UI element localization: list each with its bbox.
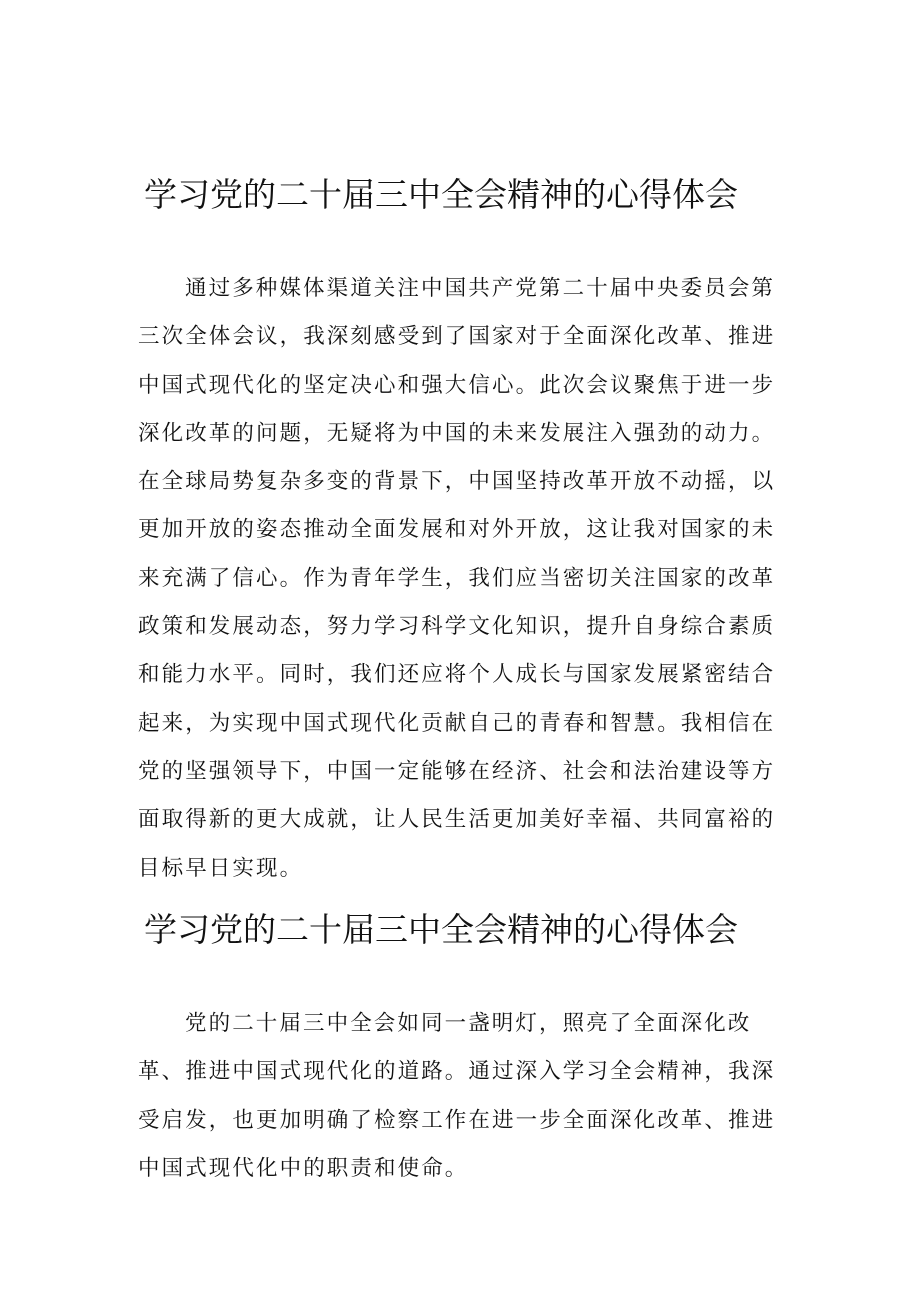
section-1-paragraph: 通过多种媒体渠道关注中国共产党第二十届中央委员会第三次全体会议，我深刻感受到了国家对于全面深化改革、推进中国式现代化的坚定决心和强大信心。此次会议聚焦于进一步深化改革的问题，无疑将为中国的未来发展注入强劲的动力。在全球局势复杂多变的背景下，中国坚持改革开放不动摇，以更加开放的姿态推动全面发展和对外开放，这让我对国家的未来充满了信心。作为青年学生，我们应当密切关注国家的改革政策和发展动态，努力学习科学文化知识，提升自身综合素质和能力水平。同时，我们还应将个人成长与国家发展紧密结合起来，为实现中国式现代化贡献自己的青春和智慧。我相信在党的坚强领导下，中国一定能够在经济、社会和法治建设等方面取得新的更大成就，让人民生活更加美好幸福、共同富裕的目标早日实现。 [138,276,776,881]
section-2-title: 学习党的二十届三中全会精神的心得体会 [144,910,738,949]
section-2-paragraph: 党的二十届三中全会如同一盏明灯，照亮了全面深化改革、推进中国式现代化的道路。通过深入学习全会精神，我深受启发，也更加明确了检察工作在进一步全面深化改革、推进中国式现代化中的职责和使命。 [138,1011,776,1181]
section-1-title: 学习党的二十届三中全会精神的心得体会 [144,175,738,214]
